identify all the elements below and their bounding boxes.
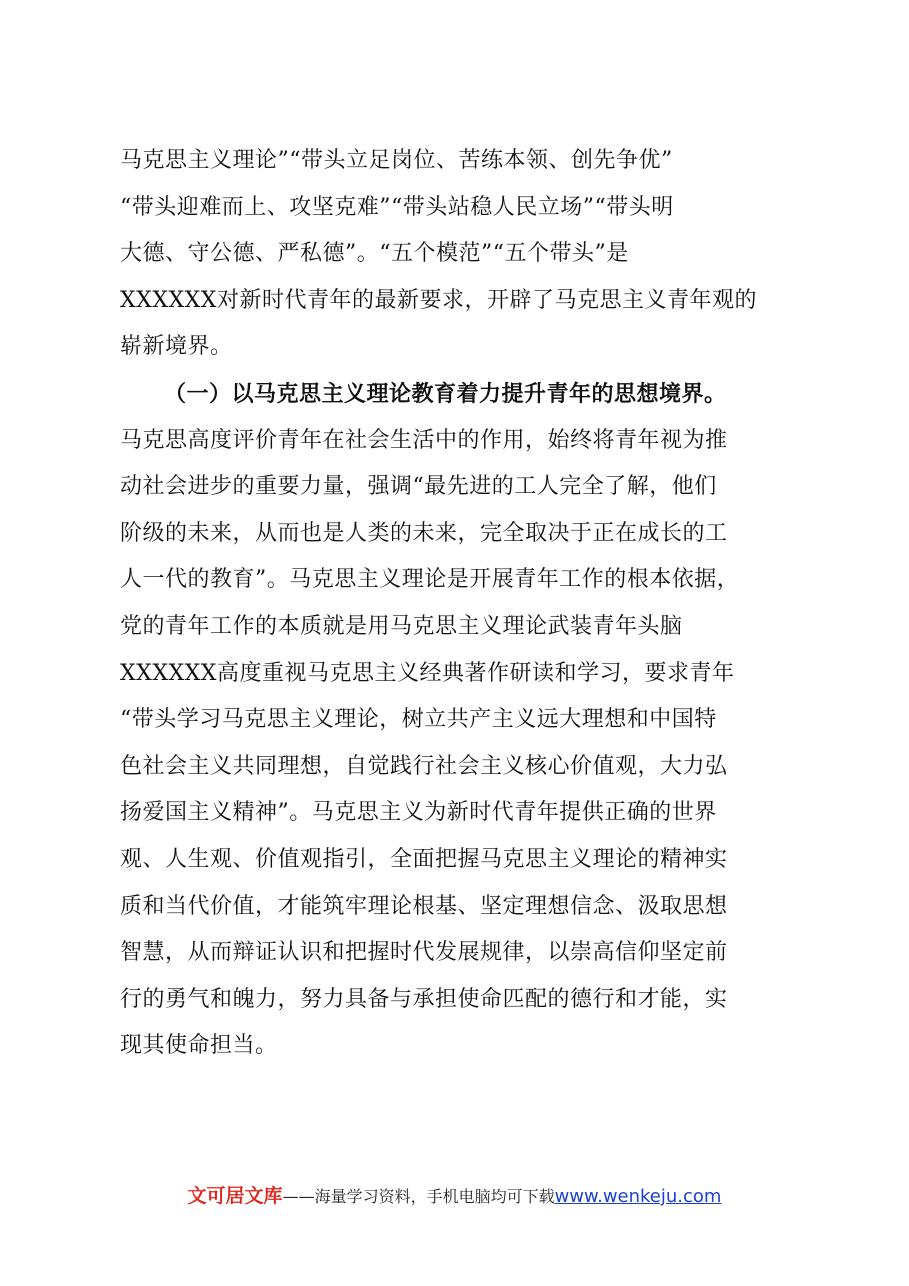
text-line: 观、人生观、价值观指引，全面把握马克思主义理论的精神实 [120,846,728,872]
text-line: 人一代的教育”。马克思主义理论是开展青年工作的根本依据， [120,567,740,593]
text-line: 现其使命担当。 [120,1033,278,1059]
footer-banner [0,1181,909,1208]
text-line: 马克思高度评价青年在社会生活中的作用，始终将青年视为推 [120,427,728,453]
text-line: 行的勇气和魄力，努力具备与承担使命匹配的德行和才能，实 [120,986,728,1012]
body-text [120,138,800,1070]
text-line: 大德、守公德、严私德”。“五个模范”“五个带头”是 [120,241,629,267]
text-line: XXXXXX对新时代青年的最新要求，开辟了马克思主义青年观的 [120,287,757,313]
text-line: 扬爱国主义精神”。马克思主义为新时代青年提供正确的世界 [120,800,717,826]
brand-name: 文可居文库 [187,1185,283,1207]
text-line: 崭新境界。 [120,334,233,360]
section-heading: （一）以马克思主义理论教育着力提升青年的思想境界。 [164,380,727,407]
text-line: 质和当代价值，才能筑牢理论根基、坚定理想信念、汲取思想 [120,893,728,919]
text-line: “带头迎难而上、攻坚克难”“带头站稳人民立场”“带头明 [120,194,674,220]
text-line: 马克思主义理论”“带头立足岗位、苦练本领、创先争优” [120,148,673,173]
text-line: “带头学习马克思主义理论，树立共产主义远大理想和中国特 [120,707,717,733]
website-link[interactable]: www.wenkeju.com [554,1186,722,1207]
text-line: 色社会主义共同理想，自觉践行社会主义核心价值观，大力弘 [120,753,728,779]
text-line: 阶级的未来，从而也是人类的未来，完全取决于正在成长的工 [120,520,728,546]
text-line: 智慧，从而辩证认识和把握时代发展规律，以崇高信仰坚定前 [120,940,728,966]
footer-slogan: ——海量学习资料，手机电脑均可下载 [282,1187,555,1206]
text-line: XXXXXX高度重视马克思主义经典著作研读和学习，要求青年 [120,660,735,686]
text-line: 动社会进步的重要力量，强调“最先进的工人完全了解，他们 [120,474,717,500]
text-line: 党的青年工作的本质就是用马克思主义理论武装青年头脑 [120,613,683,639]
